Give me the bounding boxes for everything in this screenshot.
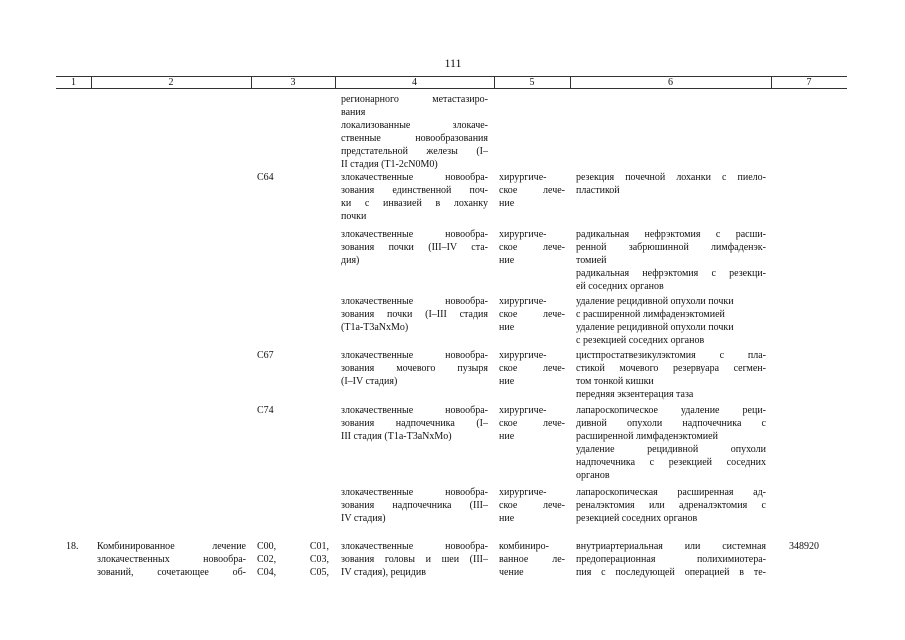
code-c67: C67 [257,350,274,361]
header-col-3: 3 [290,77,296,88]
cell-diagnosis: злокачественные новообра- зования головы и шеи (III– IV стадия), рецидив [341,541,488,578]
cell-diagnosis-continued: регионарного метастазиро- вания локализованные злокаче- ственные новообразования предстательной железы (I– II стадия (T1-2cN0M0) [341,94,488,170]
cell-treatment: хирургиче- ское лече- ние [499,487,565,524]
cell-method: резекция почечной лоханки с пиело- пластикой [576,172,766,196]
cell-diagnosis: злокачественные новообра- зования надпочечника (III– IV стадия) [341,487,488,524]
cell-diagnosis: злокачественные новообра- зования почки (I–III стадия (T1a-T3aNxMo) [341,296,488,333]
header-col-6: 6 [668,77,673,88]
code-c74: C74 [257,405,274,416]
header-col-4: 4 [412,77,417,88]
cell-method: цистпростатвезикулэктомия с пла- стикой мочевого резервуара сегмен- том тонкой кишки передняя экзентерация таза [576,350,766,400]
cell-method: лапароскопическое удаление реци- дивной опухоли надпочечника с расширенной лимфаденэктомией удаление рецидивной опухоли надпочечника с резекцией соседних органов [576,405,766,481]
cell-treatment: хирургиче- ское лече- ние [499,172,565,209]
row-number: 18. [66,541,79,552]
cell-norm-cost: 348920 [789,541,819,552]
header-col-7: 7 [806,77,812,88]
cell-treatment: хирургиче- ское лече- ние [499,350,565,387]
cell-treatment: хирургиче- ское лече- ние [499,296,565,333]
cell-diagnosis: злокачественные новообра- зования почки (III–IV ста- дия) [341,229,488,266]
header-col-1: 1 [71,77,76,88]
code-c64: C64 [257,172,274,183]
cell-diagnosis: злокачественные новообра- зования единственной поч- ки с инвазией в лоханку почки [341,172,488,222]
cell-icd-codes: C00, C01, C02, C03, C04, C05, [257,541,329,578]
cell-method: лапароскопическая расширенная ад- реналэктомия или адреналэктомия с резекцией соседних органов [576,487,766,524]
header-col-2: 2 [168,77,174,88]
cell-method: радикальная нефрэктомия с расши- ренной забрюшинной лимфаденэк- томией радикальная нефрэктомия с резекци- ей соседних органов [576,229,766,292]
cell-treatment: хирургиче- ское лече- ние [499,405,565,442]
cell-treatment: хирургиче- ское лече- ние [499,229,565,266]
cell-diagnosis: злокачественные новообра- зования мочевого пузыря (I–IV стадия) [341,350,488,387]
cell-treatment: комбиниро- ванное ле- чение [499,541,565,578]
page-number: 111 [444,56,462,70]
cell-method: удаление рецидивной опухоли почки с расширенной лимфаденэктомией удаление рецидивной опухоли почки с резекцией соседних органов [576,296,734,346]
header-col-5: 5 [529,77,535,88]
cell-method: внутриартериальная или системная предоперационная полихимиотера- пия с последующей операцией в те- [576,541,766,578]
cell-diagnosis: злокачественные новообра- зования надпочечника (I– III стадия (T1a-T3aNxMo) [341,405,488,442]
cell-care-type: Комбинированное лечение злокачественных новообра- зований, сочетающее об- [97,541,246,578]
